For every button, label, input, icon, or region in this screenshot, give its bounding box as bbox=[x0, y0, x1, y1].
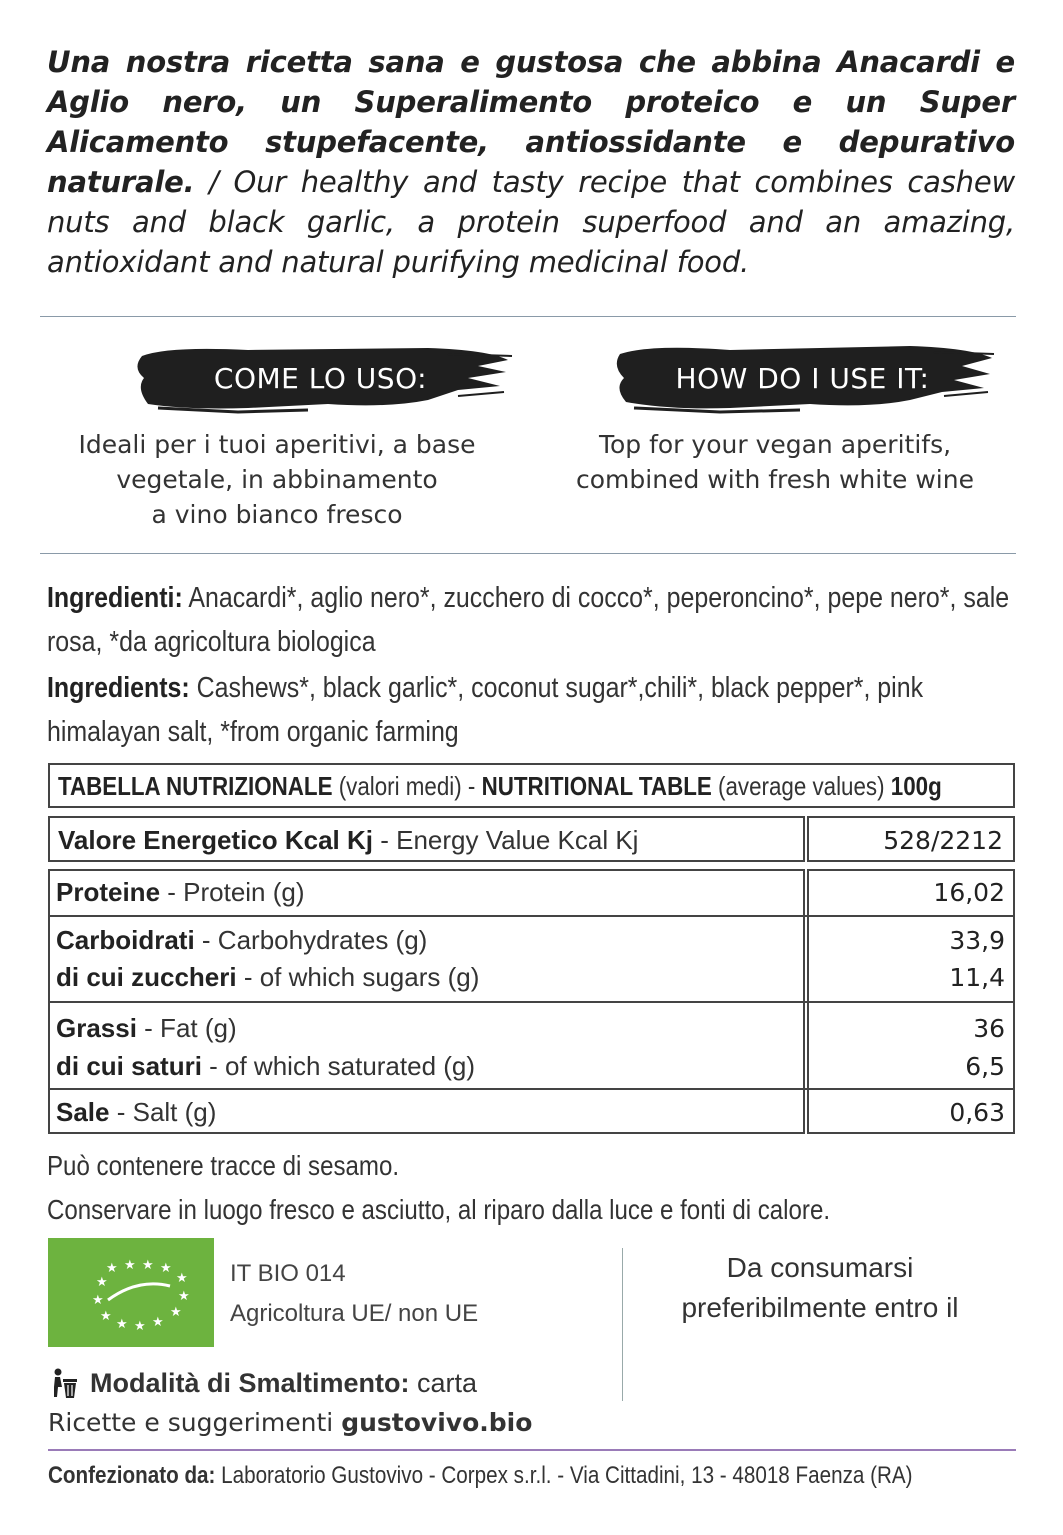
usage-it-line: a vino bianco fresco bbox=[151, 500, 403, 529]
carbs-en: - Carbohydrates (g) bbox=[194, 925, 428, 955]
bio-origin: Agricoltura UE/ non UE bbox=[230, 1300, 479, 1327]
carbs-it: Carboidrati bbox=[56, 925, 195, 955]
divider-top bbox=[40, 316, 1016, 317]
footer-divider bbox=[48, 1449, 1016, 1451]
protein-it: Proteine bbox=[56, 877, 161, 907]
saturated-it: di cui saturi bbox=[56, 1051, 202, 1081]
intro-italian: Una nostra ricetta sana e gustosa che abbina Anacardi e Aglio nero, un Superalimento proteico e un Super Alicamento stupefacente, antiossidante e depurativo naturale. bbox=[47, 45, 1015, 199]
svg-text:★: ★ bbox=[100, 1309, 112, 1324]
svg-text:★: ★ bbox=[170, 1305, 182, 1320]
usage-en-line: combined with fresh white wine bbox=[576, 465, 974, 494]
svg-text:★: ★ bbox=[92, 1293, 104, 1308]
usage-text-italian bbox=[42, 427, 512, 532]
intro-english: / Our healthy and tasty recipe that combines cashew nuts and black garlic, a protein superfood and an amazing, antioxidant and natural purifying medicinal food. bbox=[47, 165, 1015, 279]
bio-code: IT BIO 014 bbox=[230, 1260, 346, 1287]
usage-it-line: vegetale, in abbinamento bbox=[116, 465, 438, 494]
allergen-note: Può contenere tracce di sesamo. bbox=[47, 1150, 400, 1181]
usage-it-line: Ideali per i tuoi aperitivi, a base bbox=[78, 430, 476, 459]
energy-value: 528/2212 bbox=[883, 826, 1003, 855]
energy-label-cell bbox=[48, 816, 805, 862]
saturated-label bbox=[56, 1051, 475, 1082]
best-before-line: Da consumarsi bbox=[726, 1252, 914, 1283]
usage-title-english: HOW DO I USE IT: bbox=[675, 361, 930, 395]
svg-text:★: ★ bbox=[134, 1319, 146, 1334]
protein-en: - Protein (g) bbox=[160, 877, 305, 907]
salt-label bbox=[56, 1097, 216, 1128]
usage-text-english bbox=[540, 427, 1010, 497]
eu-organic-leaf-icon bbox=[48, 1238, 214, 1347]
protein-label bbox=[56, 877, 305, 908]
best-before bbox=[650, 1248, 990, 1328]
packager-info bbox=[48, 1462, 913, 1490]
ingredients-it-text: Anacardi*, aglio nero*, zucchero di cocco*, peperoncino*, pepe nero*, sale rosa, *da agricoltura biologica bbox=[47, 582, 1010, 658]
fat-it: Grassi bbox=[56, 1013, 137, 1043]
usage-en-line: Top for your vegan aperitifs, bbox=[598, 430, 952, 459]
nutrition-table-header bbox=[48, 763, 1015, 808]
sugars-label bbox=[56, 962, 479, 993]
ingredients-english bbox=[47, 666, 1017, 754]
how-do-i-use-it-header bbox=[610, 338, 995, 418]
salt-value: 0,63 bbox=[949, 1098, 1005, 1127]
disposal-value: carta bbox=[409, 1367, 478, 1398]
energy-it: Valore Energetico Kcal Kj bbox=[58, 825, 374, 855]
disposal-info bbox=[48, 1367, 477, 1399]
row-divider bbox=[48, 915, 1015, 917]
header-qty: 100g bbox=[890, 771, 942, 801]
energy-en: - Energy Value Kcal Kj bbox=[373, 825, 639, 855]
energy-value-cell bbox=[807, 816, 1015, 862]
disposal-label: Modalità di Smaltimento: bbox=[90, 1367, 410, 1398]
recipes-link bbox=[48, 1408, 532, 1437]
fat-value: 36 bbox=[973, 1014, 1005, 1043]
carbs-label bbox=[56, 925, 427, 956]
protein-value: 16,02 bbox=[933, 878, 1005, 907]
svg-text:★: ★ bbox=[178, 1289, 190, 1304]
vertical-divider bbox=[622, 1248, 623, 1401]
carbs-value: 33,9 bbox=[949, 926, 1005, 955]
sugars-it: di cui zuccheri bbox=[56, 962, 237, 992]
how-to-use-it-header bbox=[128, 338, 513, 418]
svg-text:★: ★ bbox=[116, 1317, 128, 1332]
packager-label: Confezionato da: bbox=[48, 1462, 216, 1489]
header-en-note: (average values) bbox=[711, 771, 891, 801]
ingredients-italian bbox=[47, 576, 1017, 664]
row-divider bbox=[48, 1001, 1015, 1003]
svg-text:★: ★ bbox=[96, 1275, 108, 1290]
salt-it: Sale bbox=[56, 1097, 110, 1127]
salt-en: - Salt (g) bbox=[109, 1097, 217, 1127]
saturated-en: - of which saturated (g) bbox=[201, 1051, 476, 1081]
svg-text:★: ★ bbox=[152, 1315, 164, 1330]
recycle-bin-icon bbox=[48, 1367, 80, 1399]
intro-paragraph bbox=[47, 42, 1015, 282]
svg-text:★: ★ bbox=[124, 1258, 136, 1273]
recipes-site: gustovivo.bio bbox=[341, 1408, 533, 1437]
best-before-line: preferibilmente entro il bbox=[681, 1292, 959, 1323]
packager-text: Laboratorio Gustovivo - Corpex s.r.l. - Via Cittadini, 13 - 48018 Faenza (RA) bbox=[215, 1462, 913, 1489]
ingredients-it-label: Ingredienti: bbox=[47, 582, 183, 614]
usage-title-italian: COME LO USO: bbox=[213, 361, 428, 395]
eu-organic-logo bbox=[48, 1238, 214, 1347]
divider-middle bbox=[40, 553, 1016, 554]
row-divider bbox=[48, 1088, 1015, 1090]
storage-note: Conservare in luogo fresco e asciutto, al riparo dalla luce e fonti di calore. bbox=[47, 1194, 831, 1225]
svg-text:★: ★ bbox=[176, 1271, 188, 1286]
energy-label bbox=[58, 825, 638, 856]
recipes-text: Ricette e suggerimenti bbox=[48, 1408, 342, 1437]
fat-en: - Fat (g) bbox=[136, 1013, 237, 1043]
nutrition-header-text bbox=[58, 771, 942, 802]
svg-text:★: ★ bbox=[142, 1258, 154, 1273]
ingredients-en-text: Cashews*, black garlic*, coconut sugar*,chili*, black pepper*, pink himalayan salt, *from organic farming bbox=[47, 672, 924, 748]
fat-label bbox=[56, 1013, 237, 1044]
header-it-note: (valori medi) - bbox=[332, 771, 482, 801]
sugars-en: - of which sugars (g) bbox=[236, 962, 480, 992]
ingredients-en-label: Ingredients: bbox=[47, 672, 190, 704]
header-en: NUTRITIONAL TABLE bbox=[481, 771, 712, 801]
svg-text:★: ★ bbox=[106, 1261, 118, 1276]
saturated-value: 6,5 bbox=[965, 1052, 1005, 1081]
svg-text:★: ★ bbox=[160, 1261, 172, 1276]
header-it: TABELLA NUTRIZIONALE bbox=[58, 771, 333, 801]
sugars-value: 11,4 bbox=[949, 963, 1005, 992]
